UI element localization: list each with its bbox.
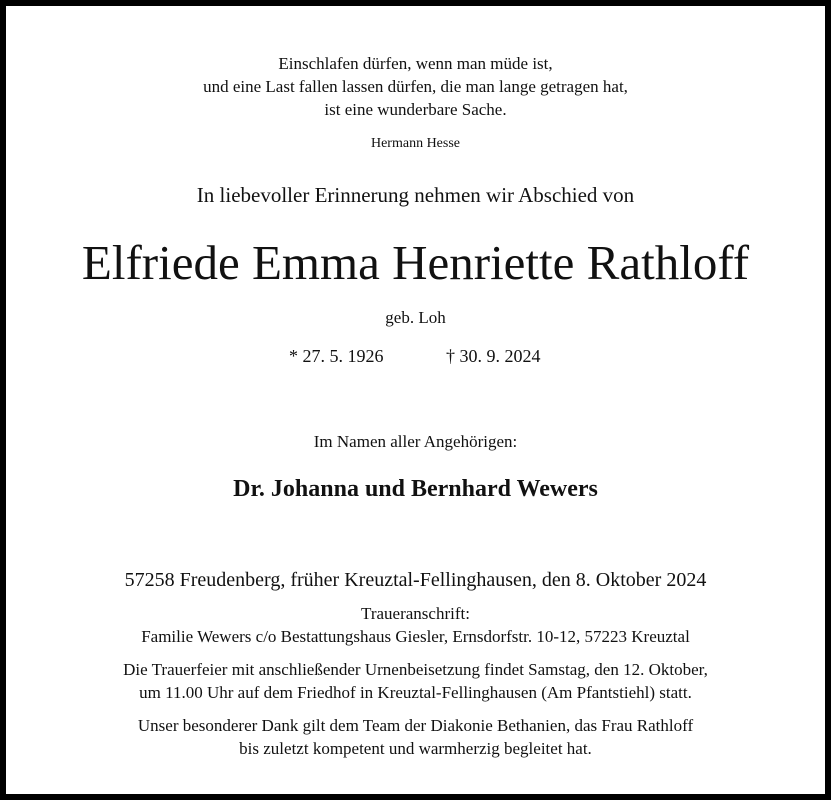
funeral-info-line-2: um 11.00 Uhr auf dem Friedhof in Kreuztal-Fellinghausen (Am Pfantstiehl) statt. xyxy=(139,683,692,702)
birth-name: geb. Loh xyxy=(385,308,446,327)
death-date: † 30. 9. 2024 xyxy=(446,346,541,366)
thanks-line-1: Unser besonderer Dank gilt dem Team der Diakonie Bethanien, das Frau Rathloff xyxy=(137,716,694,735)
quote-author: Hermann Hesse xyxy=(370,136,461,151)
funeral-info-line-1: Die Trauerfeier mit anschließender Urnenbeisetzung findet Samstag, den 12. Oktober, xyxy=(123,660,708,679)
mourners-names: Dr. Johanna und Bernhard Wewers xyxy=(233,476,598,502)
deceased-name: Elfriede Emma Henriette Rathloff xyxy=(81,235,750,290)
mourning-address: Familie Wewers c/o Bestattungshaus Giesler, Ernsdorfstr. 10-12, 57223 Kreuztal xyxy=(141,627,690,646)
intro-text: In liebevoller Erinnerung nehmen wir Abschied von xyxy=(196,183,635,207)
mourning-address-label: Traueranschrift: xyxy=(361,604,470,623)
thanks-line-2: bis zuletzt kompetent und warmherzig begleitet hat. xyxy=(239,739,592,758)
place-and-date: 57258 Freudenberg, früher Kreuztal-Fellinghausen, den 8. Oktober 2024 xyxy=(124,569,707,591)
quote-line-3: ist eine wunderbare Sache. xyxy=(324,100,507,119)
quote-line-1: Einschlafen dürfen, wenn man müde ist, xyxy=(278,54,553,73)
on-behalf-label: Im Namen aller Angehörigen: xyxy=(313,432,518,451)
birth-date: * 27. 5. 1926 xyxy=(289,346,384,366)
quote-line-2: und eine Last fallen lassen dürfen, die man lange getragen hat, xyxy=(203,77,628,96)
